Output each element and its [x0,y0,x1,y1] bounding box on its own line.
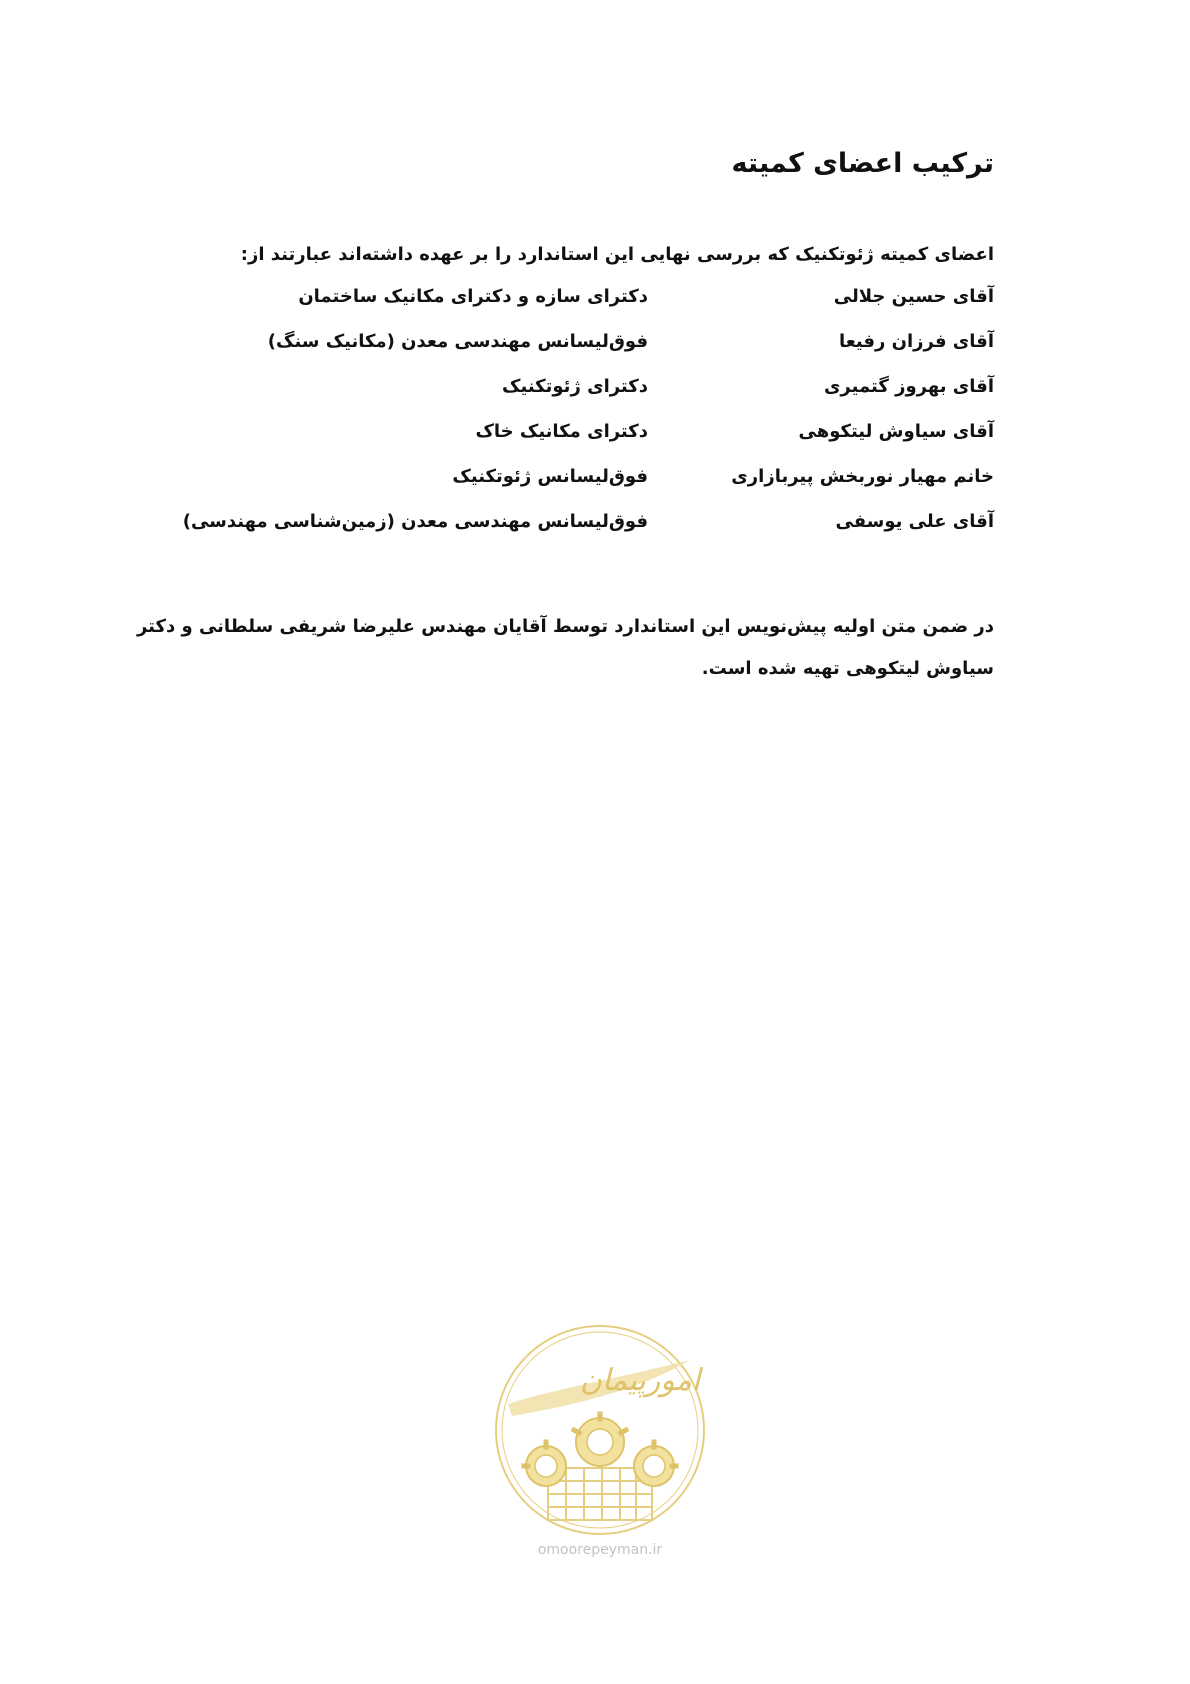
member-degree: دکترای ژئوتکنیک [502,376,648,397]
member-name: آقای فرزان رفیعا [838,331,994,352]
member-row [194,421,994,466]
member-row [194,286,994,331]
member-name: آقای حسین جلالی [833,286,994,307]
member-name: آقای سیاوش لیتکوهی [798,421,994,442]
member-row [194,376,994,421]
member-row [182,511,994,556]
member-degree: فوق‌لیسانس مهندسی معدن (زمین‌شناسی مهندسی) [182,511,648,532]
watermark-logo-icon [490,1320,710,1540]
watermark [490,1320,710,1570]
member-name: خانم مهیار نوربخش پیربازاری [731,466,994,487]
watermark-url: omoorepeyman.ir [537,1542,663,1558]
member-degree: فوق‌لیسانس ژئوتکنیک [452,466,648,487]
page-title: ترکیب اعضای کمیته [731,148,994,179]
member-row [194,331,994,376]
watermark-logo-text: امورپیمان [579,1363,701,1398]
member-name: آقای بهروز گتمیری [823,376,994,397]
note-paragraph: در ضمن متن اولیه پیش‌نویس این استاندارد توسط آقایان مهندس علیرضا شریفی سلطانی و دکتر سیاوش لیتکوهی تهیه شده است. [136,616,994,679]
member-name: آقای علی یوسفی [835,511,994,532]
intro-paragraph: اعضای کمیته ژئوتکنیک که بررسی نهایی این استاندارد را بر عهده داشته‌اند عبارتند از: [240,244,994,265]
member-degree: دکترای سازه و دکترای مکانیک ساختمان [298,286,648,307]
member-degree: دکترای مکانیک خاک [475,421,648,442]
members-list [182,286,994,556]
member-row [194,466,994,511]
member-degree: فوق‌لیسانس مهندسی معدن (مکانیک سنگ) [267,331,648,352]
